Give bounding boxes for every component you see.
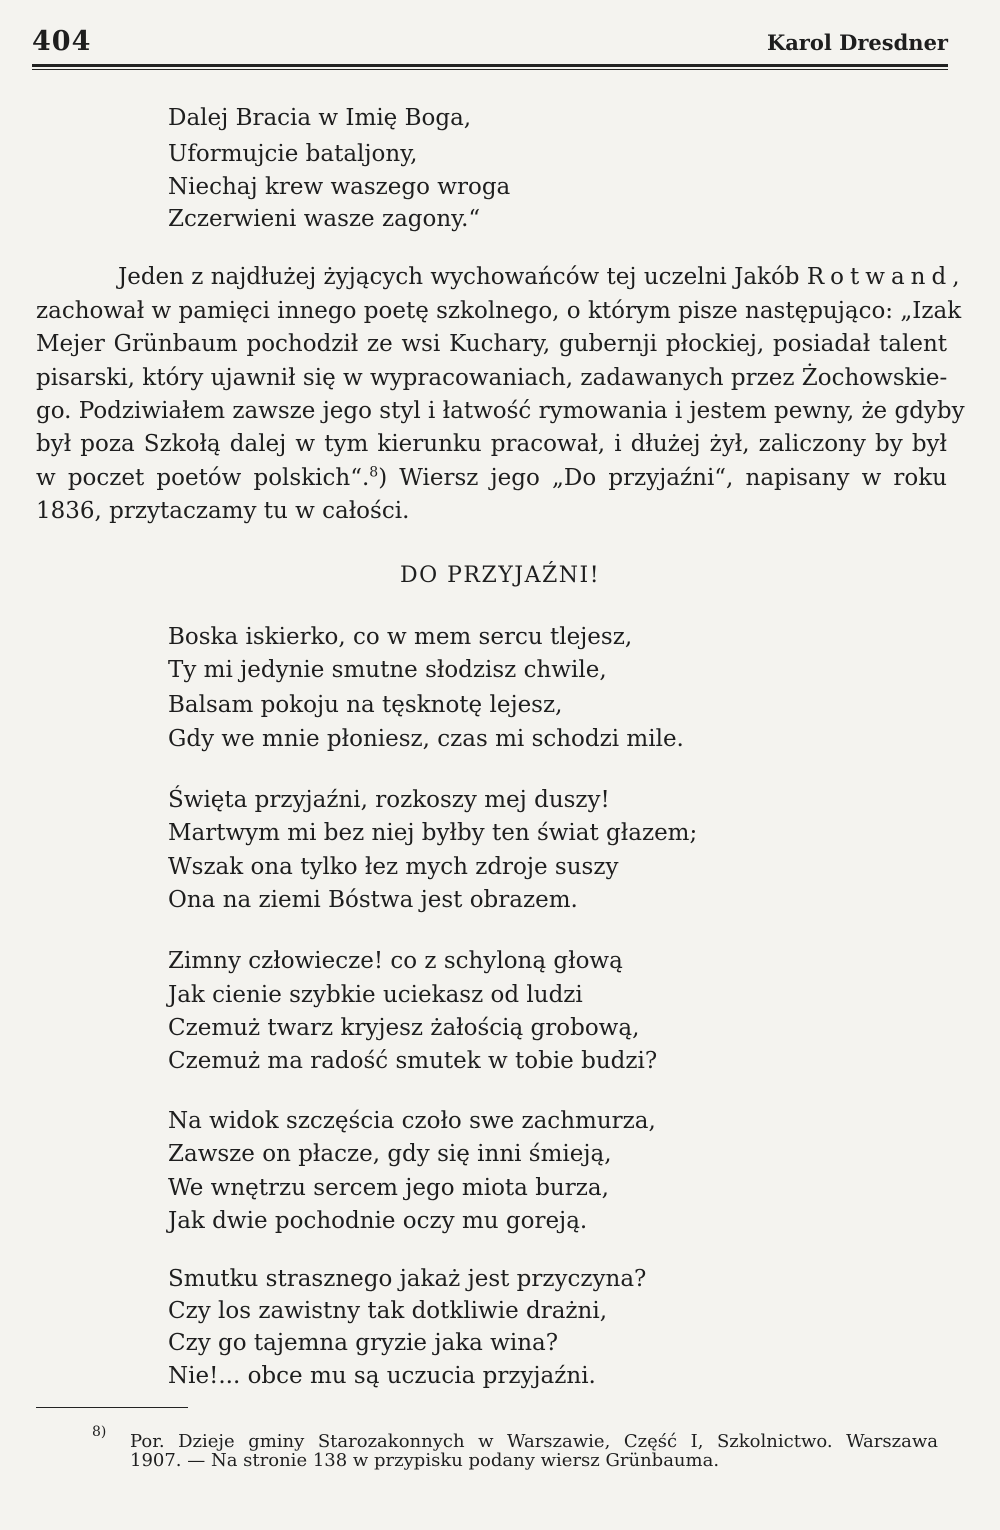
poem-line: Czy los zawistny tak dotkliwie drażni, xyxy=(168,1298,608,1324)
paragraph-text: ) Wiersz jego „Do przyjaźni“, napisany w roku xyxy=(378,465,947,491)
paragraph-line: Mejer Grünbaum pochodził ze wsi Kuchary, gubernji płockiej, posiadał talent xyxy=(36,331,947,357)
poem-line: Na widok szczęścia czoło swe zachmurza, xyxy=(168,1108,656,1134)
header-rule-thin xyxy=(32,69,948,70)
paragraph-line: był poza Szkołą dalej w tym kierunku pracował, i dłużej żył, zaliczony by był xyxy=(36,431,947,457)
footnote-marker: 8) xyxy=(92,1424,107,1440)
poem-line: Czemuż twarz kryjesz żałością grobową, xyxy=(168,1015,640,1041)
paragraph-line xyxy=(36,463,947,493)
poem-line: Święta przyjaźni, rozkoszy mej duszy! xyxy=(168,787,610,813)
poem-title: DO PRZYJAŹNI! xyxy=(399,563,601,588)
paragraph-line: 1836, przytaczamy tu w całości. xyxy=(36,498,410,524)
paragraph-line: zachował w pamięci innego poetę szkolnego, o którym pisze następująco: „Izak xyxy=(36,298,962,324)
running-head-author: Karol Dresdner xyxy=(766,30,948,55)
poem-line: Zawsze on płacze, gdy się inni śmieją, xyxy=(168,1141,612,1167)
poem-line: We wnętrzu sercem jego miota burza, xyxy=(168,1175,609,1201)
poem-line: Gdy we mnie płoniesz, czas mi schodzi mile. xyxy=(168,726,684,752)
paragraph-line xyxy=(118,262,966,292)
poem-line: Smutku strasznego jakaż jest przyczyna? xyxy=(168,1266,647,1292)
footnote-rule xyxy=(36,1407,188,1408)
page-number: 404 xyxy=(32,26,92,57)
opening-verse-line: Zczerwieni wasze zagony.“ xyxy=(168,206,481,232)
poem-line: Ona na ziemi Bóstwa jest obrazem. xyxy=(168,887,578,913)
opening-verse-line: Uformujcie bataljony, xyxy=(168,141,418,167)
poem-line: Czy go tajemna gryzie jaka wina? xyxy=(168,1330,559,1356)
opening-verse-line: Niechaj krew waszego wroga xyxy=(168,174,511,200)
paragraph-line: pisarski, który ujawnił się w wypracowaniach, zadawanych przez Żochowskie- xyxy=(36,365,948,391)
paragraph-text: w poczet poetów polskich“. xyxy=(36,465,370,491)
poem-line: Wszak ona tylko łez mych zdroje suszy xyxy=(168,854,619,880)
poem-line: Nie!... obce mu są uczucia przyjaźni. xyxy=(168,1363,596,1389)
opening-verse-line: Dalej Bracia w Imię Boga, xyxy=(168,105,472,131)
poem-line: Boska iskierko, co w mem sercu tlejesz, xyxy=(168,624,633,650)
footnote-line: 1907. — Na stronie 138 w przypisku podany wiersz Grünbauma. xyxy=(130,1450,720,1471)
poem-line: Jak cienie szybkie uciekasz od ludzi xyxy=(168,982,583,1008)
poem-line: Ty mi jedynie smutne słodzisz chwile, xyxy=(168,657,607,683)
footnote-marker-number: 8 xyxy=(92,1424,101,1440)
footnote-line: Por. Dzieje gminy Starozakonnych w Warszawie, Część I, Szkolnictwo. Warszawa xyxy=(130,1431,938,1452)
poem-line: Zimny człowiecze! co z schyloną głową xyxy=(168,948,623,974)
poem-line: Balsam pokoju na tęsknotę lejesz, xyxy=(168,692,563,718)
poem-line: Jak dwie pochodnie oczy mu goreją. xyxy=(168,1208,588,1234)
header-rule xyxy=(32,64,948,67)
paragraph-text: Jeden z najdłużej żyjących wychowańców tej uczelni Jakób xyxy=(118,264,800,290)
spaced-surname: Rotwand, xyxy=(806,264,966,290)
poem-line: Martwym mi bez niej byłby ten świat głazem; xyxy=(168,820,698,846)
paragraph-line: go. Podziwiałem zawsze jego styl i łatwość rymowania i jestem pewny, że gdyby xyxy=(36,398,965,424)
poem-line: Czemuż ma radość smutek w tobie budzi? xyxy=(168,1048,658,1074)
footnote-reference: 8 xyxy=(369,464,379,481)
